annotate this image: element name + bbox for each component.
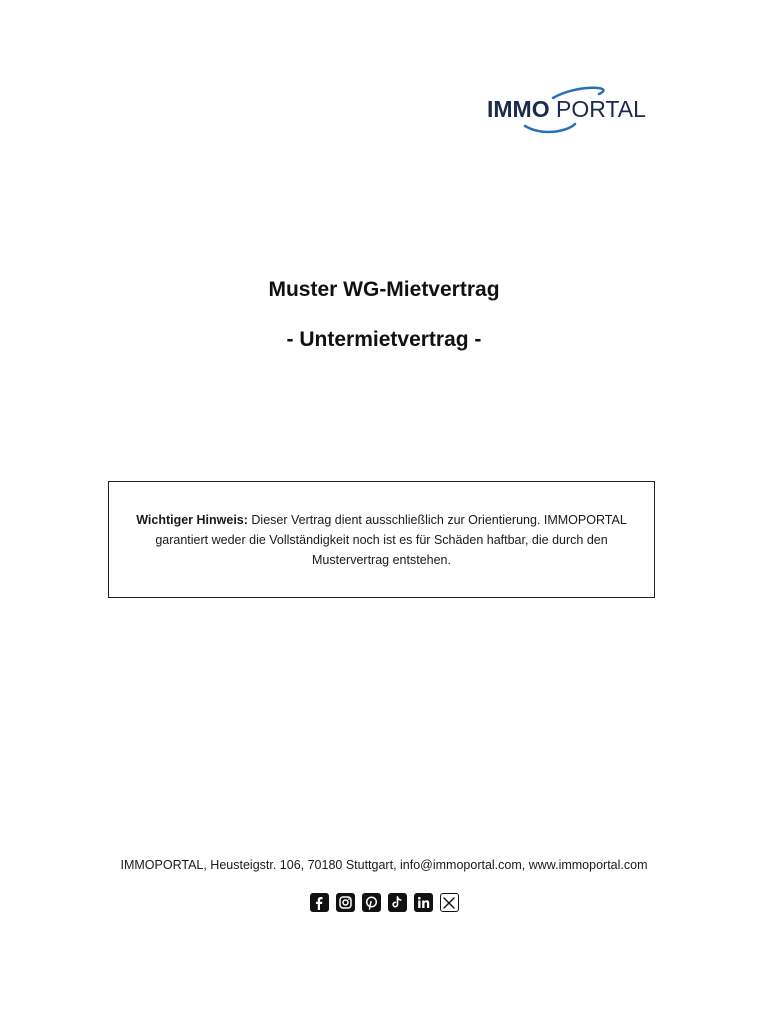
notice-label: Wichtiger Hinweis: [136, 512, 248, 527]
linkedin-icon[interactable] [414, 893, 433, 912]
notice-text [133, 510, 630, 570]
immoportal-logo [487, 86, 647, 138]
notice-body: Dieser Vertrag dient ausschließlich zur Orientierung. IMMOPORTAL garantiert weder die Vollständigkeit noch ist es für Schäden haftbar, die durch den Mustervertrag entstehen. [155, 512, 627, 567]
svg-text:IMMO: IMMO [487, 96, 550, 122]
social-links [0, 893, 768, 912]
tiktok-icon[interactable] [388, 893, 407, 912]
svg-text:PORTAL: PORTAL [556, 96, 646, 122]
important-notice-box [108, 481, 655, 598]
x-icon[interactable] [440, 893, 459, 912]
pinterest-icon[interactable] [362, 893, 381, 912]
document-subtitle: - Untermietvertrag - [286, 328, 482, 351]
document-title: Muster WG-Mietvertrag [268, 278, 500, 301]
footer-address: IMMOPORTAL, Heusteigstr. 106, 70180 Stuttgart, info@immoportal.com, www.immoportal.com [120, 858, 648, 872]
facebook-icon[interactable] [310, 893, 329, 912]
instagram-icon[interactable] [336, 893, 355, 912]
